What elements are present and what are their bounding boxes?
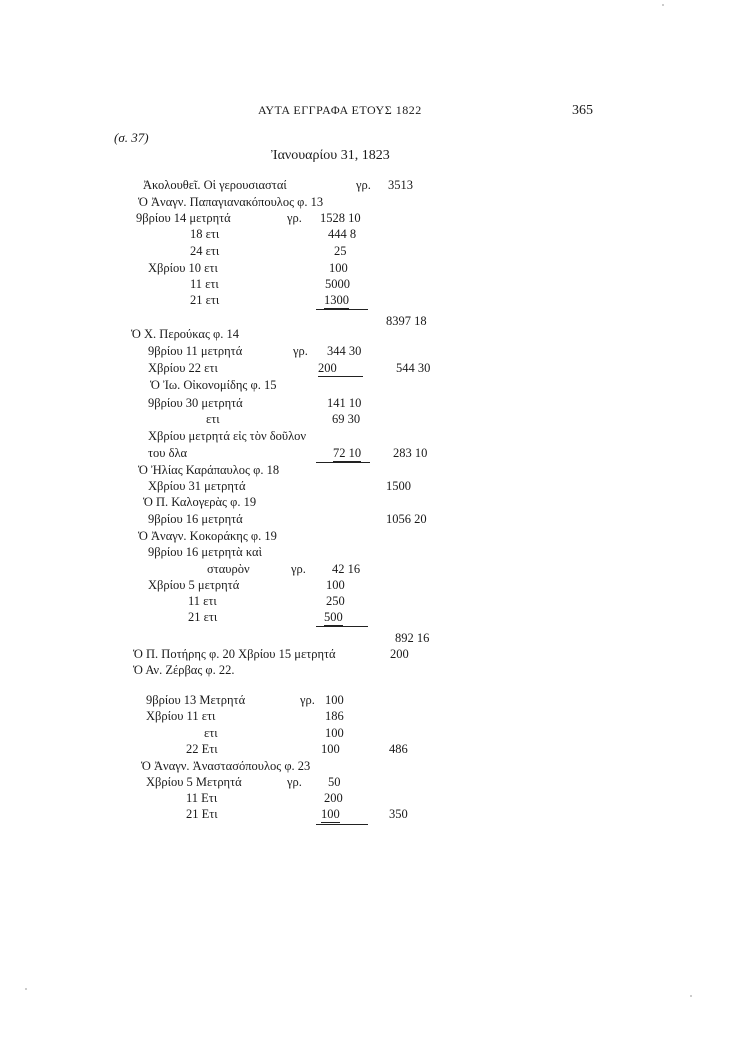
ledger-row [0, 227, 744, 243]
entry-label: 24 ετι [190, 244, 220, 258]
entry-label: Χβρίου 31 μετρητά [148, 479, 246, 493]
document-date: Ἰανουαρίου 31, 1823 [271, 148, 390, 163]
entry-label: Χβρίου 11 ετι [146, 709, 216, 723]
ledger-row [0, 378, 744, 394]
total-amount: 200 [390, 647, 409, 661]
entry-label: 9βρίου 14 μετρητά [136, 211, 231, 225]
entry-label: του δλα [148, 446, 188, 460]
total-amount: 1056 20 [386, 512, 427, 526]
section-reference: (σ. 37) [114, 130, 149, 145]
total-amount: 486 [389, 742, 408, 756]
entry-label: Χβρίου 5 μετρητά [148, 578, 240, 592]
entry-label: Ὁ Ἠλίας Καράπαυλος φ. 18 [138, 463, 280, 477]
entry-label: σταυρὸν [207, 562, 250, 576]
scan-speck [25, 988, 27, 990]
total-amount: 544 30 [396, 361, 431, 375]
amount: 1300 [324, 293, 349, 307]
amount: 1528 10 [320, 211, 361, 225]
total-amount: 350 [389, 807, 408, 821]
amount: 100 [321, 807, 340, 821]
entry-label: 21 ετι [190, 293, 220, 307]
entry-label: Ὁ Π. Καλογερὰς φ. 19 [143, 495, 257, 509]
amount: 186 [325, 709, 344, 723]
amount: 250 [326, 594, 345, 608]
amount: 200 [324, 791, 343, 805]
total-amount: 283 10 [393, 446, 428, 460]
sum-rule [316, 626, 368, 627]
total-amount: 892 16 [395, 631, 430, 645]
total-amount: 1500 [386, 479, 411, 493]
ledger-row [0, 726, 744, 742]
entry-label: 22 Ετι [186, 742, 218, 756]
entry-label: Χβρίου 22 ετι [148, 361, 218, 375]
ledger-row [0, 463, 744, 479]
amount: 100 [321, 742, 340, 756]
entry-label: 9βρίου 30 μετρητά [148, 396, 243, 410]
entry-label: 21 ετι [188, 610, 218, 624]
amount: 72 10 [333, 446, 362, 460]
amount: 100 [325, 726, 344, 740]
entry-label: 9βρίου 16 μετρητὰ καὶ [148, 545, 262, 559]
amount: 25 [334, 244, 347, 258]
ledger-row [0, 529, 744, 545]
running-title: ΑΥΤΑ ΕΓΓΡΑΦΑ ΕΤΟΥΣ 1822 [258, 103, 422, 117]
amount: 141 10 [327, 396, 362, 410]
ledger-row [0, 412, 744, 428]
amount: 100 [329, 261, 348, 275]
amount: 100 [326, 578, 345, 592]
entry-label: Ὁ Ἀναγν. Παπαγιανακόπουλος φ. 13 [138, 195, 324, 209]
ledger-row [0, 429, 744, 445]
entry-label: 18 ετι [190, 227, 220, 241]
ledger-row [0, 775, 744, 791]
ledger-row [0, 479, 744, 495]
entry-label: Ὁ Π. Ποτήρης φ. 20 Χβρίου 15 μετρητά [133, 647, 336, 661]
currency-label: γρ. [356, 178, 371, 192]
entry-label: 11 Ετι [186, 791, 218, 805]
amount: 42 16 [332, 562, 361, 576]
currency-label: γρ. [287, 775, 302, 789]
ledger-row [0, 277, 744, 293]
entry-label: Χβρίου μετρητά εἰς τὸν δοῦλον [148, 429, 307, 443]
entry-label: Ὁ Ἀναγν. Ἀναστασόπουλος φ. 23 [141, 759, 311, 773]
ledger-row [0, 361, 744, 377]
currency-label: γρ. [300, 693, 315, 707]
amount: 444 8 [328, 227, 357, 241]
sum-rule [316, 824, 368, 825]
ledger-row [0, 512, 744, 528]
ledger-row [0, 807, 744, 823]
ledger-row [0, 211, 744, 227]
ledger-row [0, 663, 744, 679]
ledger-row [0, 446, 744, 462]
scan-speck [662, 4, 664, 6]
ledger-row [0, 631, 744, 647]
ledger-row [0, 594, 744, 610]
entry-label: Χβρίου 10 ετι [148, 261, 218, 275]
ledger-row [0, 647, 744, 663]
ledger-row [0, 562, 744, 578]
ledger-row [0, 261, 744, 277]
ledger-row [0, 709, 744, 725]
amount: 50 [328, 775, 341, 789]
amount: 5000 [325, 277, 350, 291]
ledger-row [0, 742, 744, 758]
amount: 344 30 [327, 344, 362, 358]
ledger-row [0, 293, 744, 309]
ledger-row [0, 244, 744, 260]
ledger-row [0, 495, 744, 511]
ledger-row [0, 759, 744, 775]
ledger-row [0, 195, 744, 211]
entry-label: Ὁ Χ. Περούκας φ. 14 [131, 327, 240, 341]
entry-label: 11 ετι [190, 277, 219, 291]
entry-label: 21 Ετι [186, 807, 218, 821]
amount: 500 [324, 610, 343, 624]
currency-label: γρ. [291, 562, 306, 576]
total-amount: 8397 18 [386, 314, 427, 328]
entry-label: Ἀκολουθεῖ. Οἱ γερουσιασταί [143, 178, 287, 192]
ledger-row [0, 545, 744, 561]
entry-label: 9βρίου 13 Μετρητά [146, 693, 246, 707]
entry-label: ετι [204, 726, 218, 740]
ledger-row [0, 396, 744, 412]
currency-label: γρ. [293, 344, 308, 358]
ledger-row [0, 327, 744, 343]
entry-label: 11 ετι [188, 594, 217, 608]
scan-speck [690, 995, 692, 997]
amount: 100 [325, 693, 344, 707]
ledger-row [0, 791, 744, 807]
entry-label: 9βρίου 16 μετρητά [148, 512, 243, 526]
entry-label: Ὁ Ἀναγν. Κοκοράκης φ. 19 [138, 529, 277, 543]
entry-label: 9βρίου 11 μετρητά [148, 344, 243, 358]
entry-label: Ὁ Ἰω. Οἰκονομίδης φ. 15 [150, 378, 277, 392]
entry-label: Ὁ Αν. Ζέρβας φ. 22. [133, 663, 235, 677]
ledger-row [0, 344, 744, 360]
amount: 200 [318, 361, 363, 377]
entry-label: ετι [206, 412, 220, 426]
ledger-row [0, 693, 744, 709]
ledger-row [0, 578, 744, 594]
ledger-row [0, 610, 744, 626]
entry-label: Χβρίου 5 Μετρητά [146, 775, 242, 789]
sum-rule [316, 309, 368, 310]
total-amount: 3513 [388, 178, 413, 192]
amount: 69 30 [332, 412, 361, 426]
ledger-row [0, 178, 744, 194]
currency-label: γρ. [287, 211, 302, 225]
page-number: 365 [572, 103, 593, 118]
